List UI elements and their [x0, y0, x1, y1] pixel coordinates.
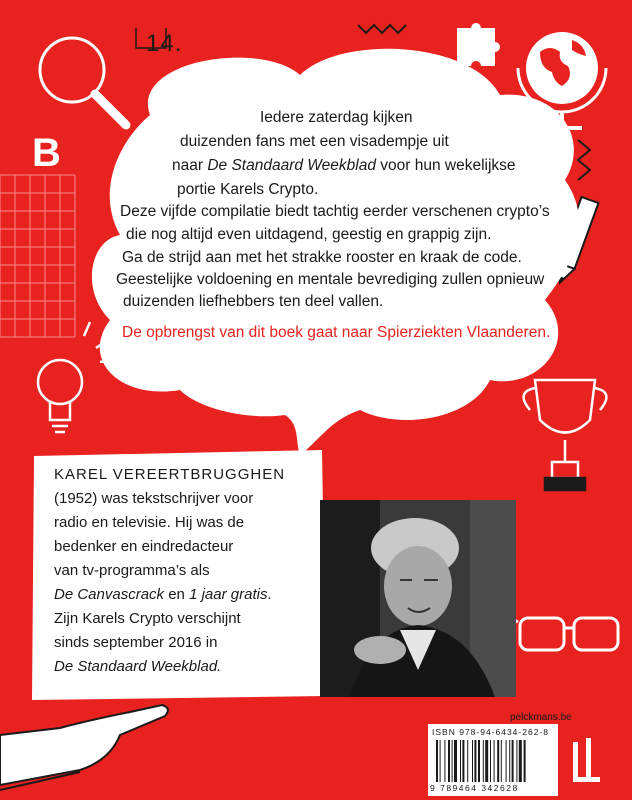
barcode-bar: [478, 740, 480, 782]
barcode-bar: [497, 740, 499, 782]
blurb-line-9: duizenden liefhebbers ten deel vallen.: [123, 293, 384, 310]
bio-line-4: van tv-programma’s als: [54, 562, 210, 579]
trophy-icon: [524, 380, 607, 490]
barcode-bar: [494, 740, 495, 782]
barcode-bar: [448, 740, 450, 782]
publisher-website[interactable]: pelckmans.be: [510, 712, 572, 723]
barcode-bar: [452, 740, 453, 782]
barcode-bar: [490, 740, 491, 782]
bio-period: .: [267, 586, 272, 603]
blurb-line-8: Geestelijke voldoening en mentale bevrediging zullen opnieuw: [116, 271, 545, 288]
author-name: KAREL VEREERTBRUGGHEN: [54, 466, 286, 483]
blurb-line-6: die nog altijd even uitdagend, geestig en grappig zijn.: [126, 226, 492, 243]
zigzag-doodle: [358, 25, 406, 33]
blurb-line-3a: naar: [172, 157, 208, 174]
bio-show-1: De Canvascrack: [54, 586, 165, 603]
barcode-bar: [506, 740, 507, 782]
pointing-hand-doodle: [0, 705, 168, 790]
barcode-bar: [501, 740, 502, 782]
blurb-line-2: duizenden fans met een visadempje uit: [180, 133, 449, 150]
blurb-line-1: Iedere zaterdag kijken: [260, 109, 413, 126]
barcode-digits: 9 789464 342628: [430, 783, 519, 793]
glasses-icon: [506, 616, 618, 650]
charity-note: De opbrengst van dit boek gaat naar Spierziekten Vlaanderen.: [122, 324, 551, 341]
blurb-magazine-title: De Standaard Weekblad: [207, 157, 376, 174]
bio-line-6: Zijn Karels Crypto verschijnt: [54, 610, 241, 627]
bio-and: en: [164, 586, 190, 603]
bio-line-1: (1952) was tekstschrijver voor: [54, 490, 254, 507]
bio-line-2: radio en televisie. Hij was de: [54, 514, 245, 531]
blurb-line-4: portie Karels Crypto.: [177, 181, 319, 198]
bio-line-3: bedenker en eindredacteur: [54, 538, 234, 555]
author-photo: [320, 500, 516, 697]
blurb-line-7: Ga de strijd aan met het strakke rooster en kraak de code.: [122, 249, 522, 266]
page-number: 14.: [146, 30, 183, 57]
bio-show-2: 1 jaar gratis: [189, 586, 268, 603]
blurb-line-3c: voor hun wekelijkse: [375, 157, 516, 174]
barcode-bar: [474, 740, 476, 782]
zigzag-right-doodle: [578, 140, 590, 180]
barcode-bar: [467, 740, 468, 782]
barcode-bar: [460, 740, 461, 782]
author-bio: [54, 463, 324, 679]
barcode-bar: [436, 740, 438, 782]
barcode-bar: [512, 740, 514, 782]
barcode-bar: [509, 740, 510, 782]
isbn-text: ISBN 978-94-6434-262-8: [432, 727, 549, 737]
barcode-bar: [472, 740, 473, 782]
magnifier-icon: [40, 38, 126, 125]
barcode-bar: [519, 740, 522, 782]
publisher-logo: [573, 738, 600, 782]
barcode-bar: [454, 740, 457, 782]
barcode: [436, 740, 552, 782]
puzzle-piece-icon: [457, 23, 500, 66]
barcode-bar: [485, 740, 488, 782]
barcode-bar: [440, 740, 441, 782]
letter-b-doodle: B: [32, 131, 61, 175]
blurb-line-5: Deze vijfde compilatie biedt tachtig eerder verschenen crypto’s: [120, 203, 550, 220]
blurb-line-3: [172, 158, 516, 174]
barcode-bar: [516, 740, 517, 782]
barcode-bar: [444, 740, 445, 782]
barcode-bar: [483, 740, 484, 782]
bio-line-5: [54, 583, 324, 607]
bio-line-7: sinds september 2016 in: [54, 634, 218, 651]
barcode-bar: [462, 740, 464, 782]
barcode-bar: [524, 740, 526, 782]
bio-line-8: De Standaard Weekblad.: [54, 658, 222, 675]
grid-doodle: [0, 175, 75, 337]
